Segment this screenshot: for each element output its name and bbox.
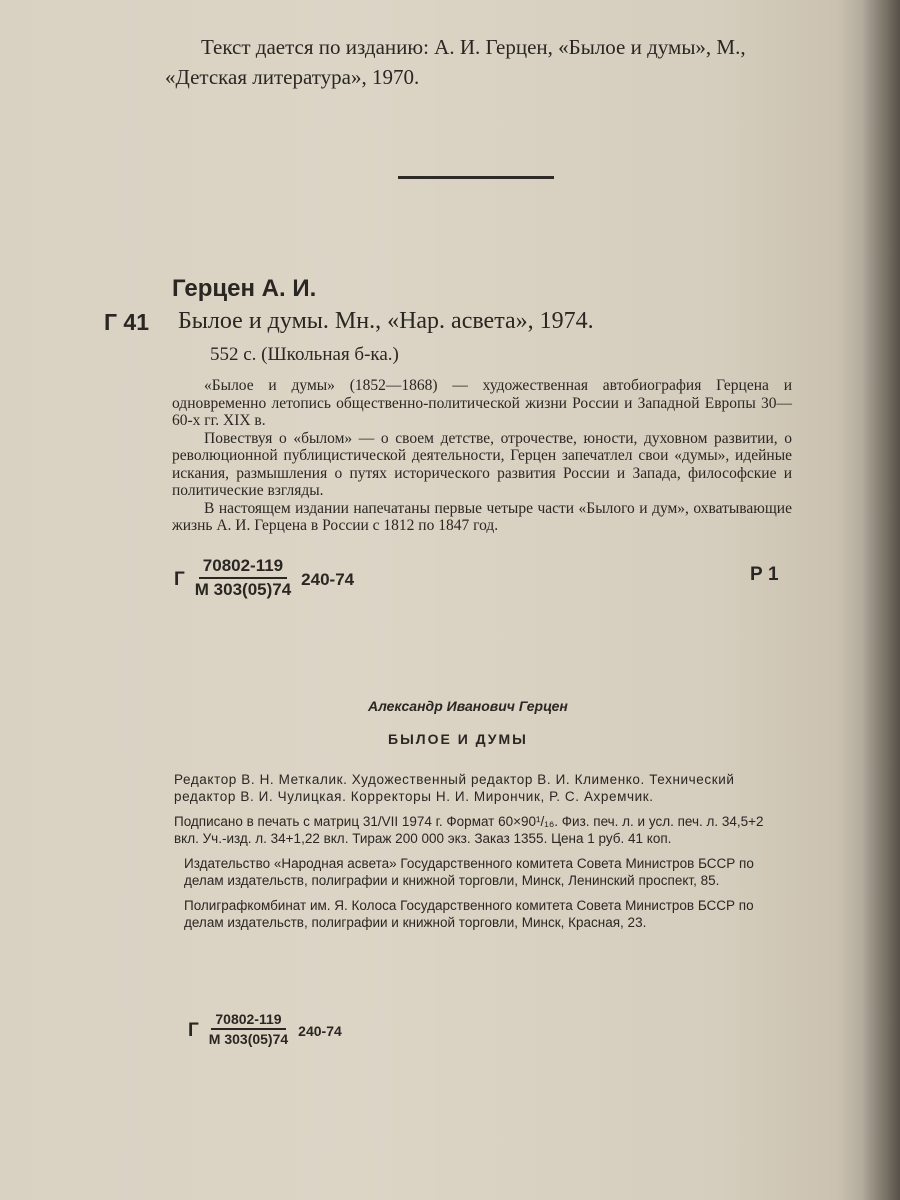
imprint-author: Александр Иванович Герцен — [368, 698, 568, 714]
annotation-paragraph: «Былое и думы» (1852—1868) — художественная автобиография Герцена и одновременно летопись общественно-политической жизни России и Западной Европы 30—60-х гг. XIX в. — [172, 377, 792, 429]
separator-rule — [398, 176, 554, 179]
formula-numerator: 70802-119 — [199, 556, 287, 579]
annotation-paragraph: В настоящем издании напечатаны первые четыре части «Былого и дум», охватывающие жизнь А. И. Герцена в России с 1812 по 1847 год. — [172, 499, 792, 534]
page-gutter-shadow — [862, 0, 900, 1200]
formula-suffix: 240-74 — [301, 570, 355, 589]
print-details-paragraph: Подписано в печать с матриц 31/VII 1974 г. Формат 60×90¹/₁₆. Физ. печ. л. и усл. печ. л. 34,5+2 вкл. Уч.-изд. л. 34+1,22 вкл. Тираж 200 000 экз. Заказ 1355. Цена 1 руб. 41 коп. — [174, 814, 764, 846]
formula-denominator: М 303(05)74 — [194, 580, 292, 599]
formula-numerator: 70802-119 — [211, 1011, 285, 1030]
formula-letter: Г — [174, 569, 185, 590]
publisher-paragraph: Издательство «Народная асвета» Государственного комитета Совета Министров БССР по делам издательств, полиграфии и книжной торговли, Минск, Ленинский проспект, 85. — [184, 856, 754, 888]
card-class-code: Г 41 — [104, 309, 150, 335]
formula-suffix: 240-74 — [298, 1023, 342, 1039]
imprint-index-formula — [188, 1011, 342, 1047]
printer-paragraph: Полиграфкомбинат им. Я. Колоса Государственного комитета Совета Министров БССР по делам издательств, полиграфии и книжной торговли, Минск, Красная, 23. — [184, 898, 754, 930]
annotation-paragraph: Повествуя о «былом» — о своем детстве, отрочестве, юности, духовном развитии, о революционной публицистической деятельности, Герцен запечатлел свои «думы», идейные искания, размышления о путях исторического развития России и Запада, философские и политические взгляды. — [172, 429, 792, 499]
formula-fraction — [191, 556, 295, 600]
card-pages-line: 552 с. (Школьная б-ка.) — [210, 344, 399, 365]
formula-fraction — [205, 1011, 292, 1047]
card-r-code: Р 1 — [750, 564, 779, 585]
card-author: Герцен А. И. — [172, 275, 317, 302]
imprint-credits — [174, 771, 786, 939]
source-edition-note: Текст дается по изданию: А. И. Герцен, «Былое и думы», М., «Детская литература», 1970. — [165, 35, 746, 89]
card-title-line: Былое и думы. Мн., «Нар. асвета», 1974. — [178, 308, 594, 334]
editors-paragraph: Редактор В. Н. Меткалик. Художественный редактор В. И. Клименко. Технический редактор В. И. Чулицкая. Корректоры Н. И. Мирончик, Р. С. Ахремчик. — [174, 772, 735, 804]
formula-letter: Г — [188, 1020, 199, 1041]
card-annotation — [172, 377, 792, 535]
imprint-title: БЫЛОЕ И ДУМЫ — [388, 731, 528, 747]
card-index-formula — [174, 556, 354, 600]
formula-denominator: М 303(05)74 — [208, 1031, 289, 1047]
